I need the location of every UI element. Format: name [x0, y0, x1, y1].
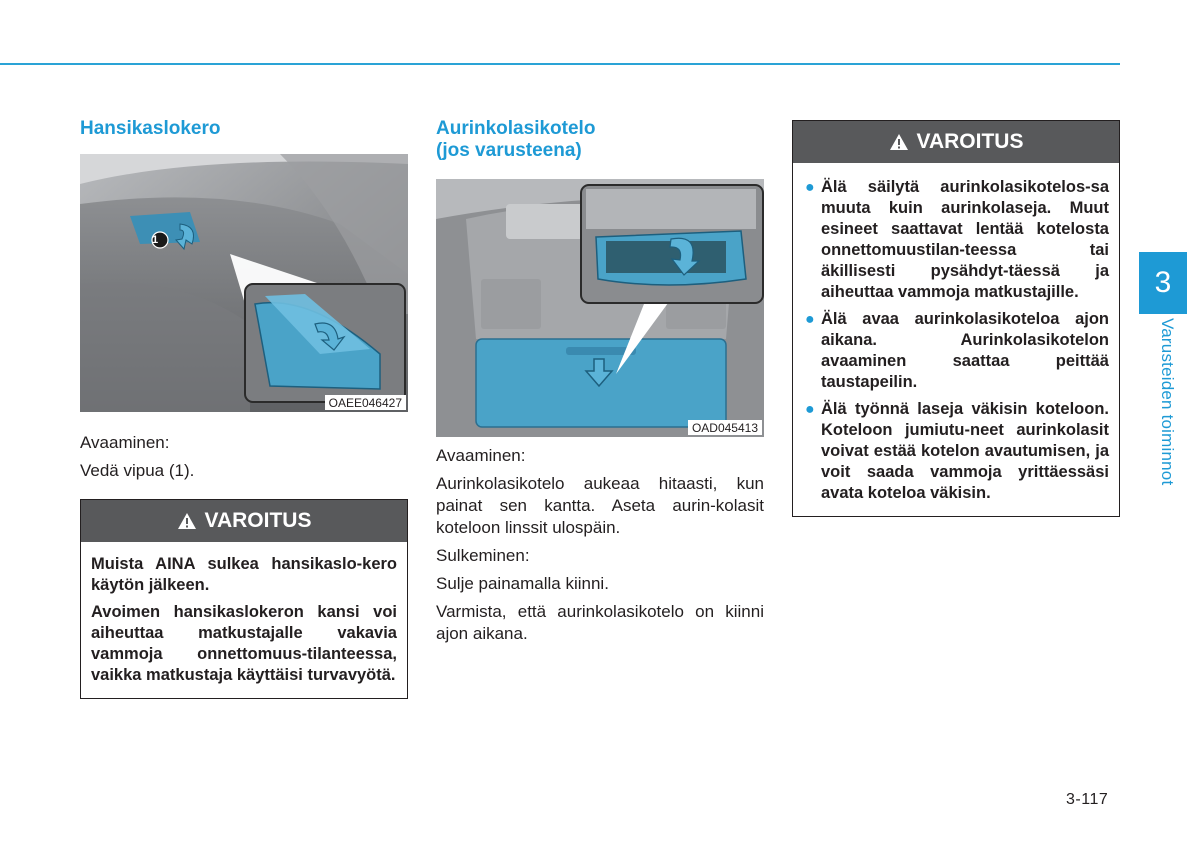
page-number: 3-117 [1066, 791, 1109, 808]
open-instruction: Vedä vipua (1). [80, 461, 195, 480]
sunglass-figure [436, 179, 764, 437]
warning-header [81, 500, 407, 542]
figure-code: OAEE046427 [325, 395, 406, 410]
warning-box-glovebox [80, 499, 408, 699]
glovebox-illustration [80, 154, 408, 412]
section-heading-sunglass [436, 118, 764, 162]
instruction-paragraph: Varmista, että aurinkolasikotelo on kiinni ajon aikana. [436, 602, 764, 643]
sunglass-warning-section [792, 120, 1120, 517]
warning-title: VAROITUS [204, 509, 312, 532]
warning-list [803, 177, 1109, 504]
warning-header [793, 121, 1119, 163]
bullet-icon: ● [805, 401, 815, 418]
sunglass-illustration [436, 179, 764, 437]
warning-list-item [803, 309, 1109, 393]
warning-box-sunglass [792, 120, 1120, 517]
warning-item-text: Älä työnnä laseja väkisin koteloon. Koteloon jumiutu-neet aurinkolasit voivat estää kotelon avautumisen, ja voit saada vammoja yrittäessäsi avata koteloa väkisin. [821, 400, 1109, 502]
open-label: Avaaminen: [80, 433, 170, 452]
warning-item-text: Älä avaa aurinkolasikoteloa ajon aikana. Aurinkolasikotelon avaaminen saattaa peittää taustapeilin. [821, 310, 1109, 391]
warning-icon [889, 133, 909, 151]
top-rule [0, 63, 1120, 65]
bullet-icon: ● [805, 311, 815, 328]
warning-text: Muista AINA sulkea hansikaslo-kero käytön jälkeen. [91, 555, 397, 594]
sunglass-instructions [436, 445, 764, 645]
figure-code: OAD045413 [688, 420, 762, 435]
warning-item-text: Älä säilytä aurinkolasikotelos-sa muuta kuin aurinkolaseja. Muut esineet saattavat lentää kotelosta onnettomuustilan-teessa tai äkillisesti pysähdyt-täessä ja aiheuttaa vammoja matkustajille. [821, 178, 1109, 301]
warning-body [81, 542, 407, 698]
chapter-tab: 3 [1139, 252, 1187, 314]
instruction-paragraph: Aurinkolasikotelo aukeaa hitaasti, kun painat sen kantta. Aseta aurin-kolasit koteloon linssit ulospäin. [436, 474, 764, 537]
bullet-icon: ● [805, 179, 815, 196]
warning-list-item [803, 177, 1109, 303]
instruction-paragraph: Sulje painamalla kiinni. [436, 574, 609, 593]
warning-title: VAROITUS [916, 130, 1024, 153]
glovebox-figure [80, 154, 408, 412]
warning-text: Avoimen hansikaslokeron kansi voi aiheuttaa matkustajalle vakavia vammoja onnettomuus-tilanteessa, vaikka matkustaja käyttäisi turvavyötä. [91, 603, 397, 684]
section-heading-line: Aurinkolasikotelo [436, 118, 596, 139]
warning-body [793, 163, 1119, 516]
chapter-title: Varusteiden toiminnot [1158, 318, 1177, 486]
callout-number: 1 [152, 234, 159, 246]
sunglass-holder-section [436, 118, 764, 645]
warning-icon [177, 512, 197, 530]
instruction-paragraph: Sulkeminen: [436, 546, 530, 565]
warning-list-item [803, 399, 1109, 504]
instruction-paragraph: Avaaminen: [436, 446, 526, 465]
glovebox-section [80, 118, 408, 699]
section-heading-line: (jos varusteena) [436, 140, 582, 161]
section-heading-glovebox: Hansikaslokero [80, 118, 221, 139]
